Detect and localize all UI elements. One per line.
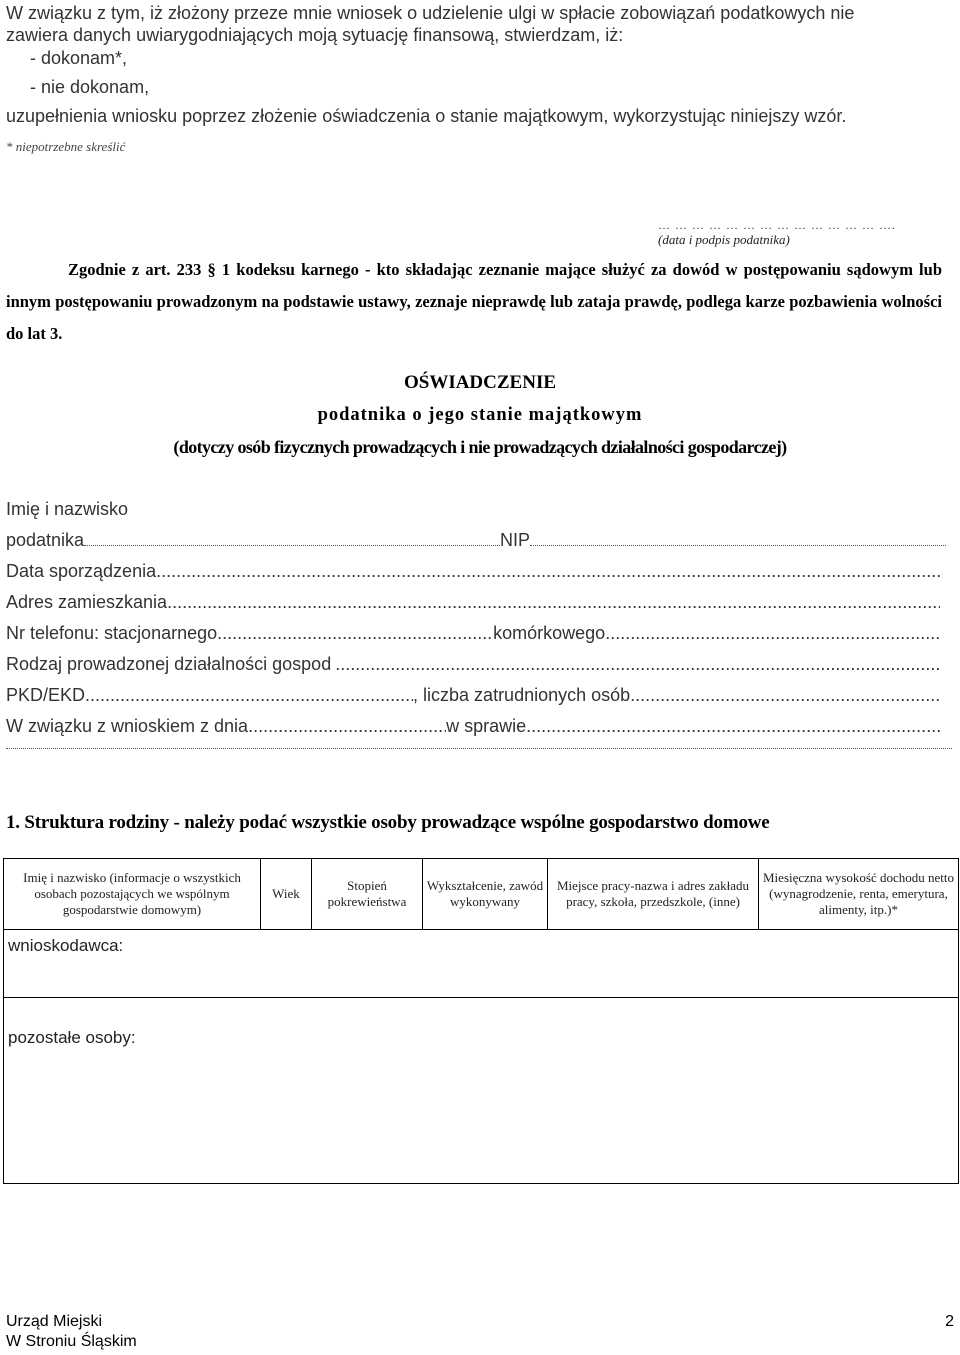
pkd-field[interactable] xyxy=(85,685,413,706)
request-date-label: W związku z wnioskiem z dnia xyxy=(6,716,249,736)
date-label: Data sporządzenia xyxy=(6,561,157,581)
matter-label: w sprawie xyxy=(446,716,527,736)
header-workplace: Miejsce pracy-nazwa i adres zakładu pracy, szkoła, przedszkole, (inne) xyxy=(548,859,759,930)
date-field[interactable] xyxy=(156,561,940,582)
mobile-label: komórkowego xyxy=(493,623,606,643)
name-field[interactable] xyxy=(84,530,500,546)
row-label-others[interactable]: pozostałe osoby: xyxy=(4,998,959,1184)
intro-line-3: uzupełnienia wniosku poprzez złożenie oświadczenia o stanie majątkowym, wykorzystując niniejszy wzór. xyxy=(6,106,847,126)
landline-field[interactable] xyxy=(217,623,493,644)
matter-continuation-field[interactable] xyxy=(6,748,952,749)
row-label-applicant[interactable]: wnioskodawca: xyxy=(4,930,959,998)
header-name: Imię i nazwisko (informacje o wszystkich osobach pozostających we wspólnym gospodarstwie domowym) xyxy=(4,859,261,930)
signature-dots: … … … … … … … … … … … … … …. xyxy=(658,218,896,232)
request-line[interactable] xyxy=(6,716,940,737)
family-structure-table xyxy=(3,858,959,1184)
intro-line-2: zawiera danych uwiarygodniających moją sytuację finansową, stwierdzam, iż: xyxy=(6,25,624,45)
matter-field[interactable] xyxy=(526,716,940,737)
nip-field[interactable] xyxy=(530,530,946,546)
document-title: OŚWIADCZENIE xyxy=(403,372,557,393)
name-nip-line[interactable] xyxy=(6,530,946,551)
pkd-line[interactable] xyxy=(6,685,940,706)
address-label: Adres zamieszkania xyxy=(6,592,168,612)
address-field[interactable] xyxy=(167,592,940,613)
footnote-strike: * niepotrzebne skreślić xyxy=(6,139,126,154)
name-label xyxy=(6,499,940,520)
taxpayer-label: podatnika xyxy=(6,530,85,550)
business-label: Rodzaj prowadzonej działalności gospod xyxy=(6,654,332,674)
table-row xyxy=(4,930,959,998)
header-education: Wykształcenie, zawód wykonywany xyxy=(423,859,548,930)
office-line-1: Urząd Miejski xyxy=(6,1313,103,1330)
intro-line-1: W związku z tym, iż złożony przeze mnie wniosek o udzielenie ulgi w spłacie zobowiązań podatkowych nie xyxy=(6,3,855,23)
matter-continuation-line[interactable] xyxy=(6,748,952,754)
pkd-label: PKD/EKD xyxy=(6,685,86,705)
business-field[interactable] xyxy=(335,654,940,675)
phone-line[interactable] xyxy=(6,623,940,644)
header-income: Miesięczna wysokość dochodu netto (wynagrodzenie, renta, emerytura, alimenty, itp.)* xyxy=(759,859,959,930)
name-label-text: Imię i nazwisko xyxy=(6,499,129,519)
mobile-field[interactable] xyxy=(605,623,940,644)
legal-notice: Zgodnie z art. 233 § 1 kodeksu karnego - kto składając zeznanie mające służyć za dowód w postępowaniu sądowym lub innym postępowaniu prowadzonym na podstawie ustawy, zeznaje nieprawdę lub zataja prawdę, podlega karze pozbawienia wolności do lat 3. xyxy=(6,260,942,343)
header-age: Wiek xyxy=(261,859,312,930)
signature-caption: (data i podpis podatnika) xyxy=(658,232,790,247)
request-date-field[interactable] xyxy=(248,716,446,737)
document-scope: (dotyczy osób fizycznych prowadzących i nie prowadzących działalności gospodarczej) xyxy=(173,437,787,457)
header-relation: Stopień pokrewieństwa xyxy=(312,859,423,930)
table-row xyxy=(4,998,959,1184)
option-nie-dokonam: - nie dokonam, xyxy=(30,77,150,97)
page-number: 2 xyxy=(945,1313,954,1330)
employees-field[interactable] xyxy=(630,685,940,706)
business-line[interactable] xyxy=(6,654,940,675)
office-line-2: W Stroniu Śląskim xyxy=(6,1333,137,1350)
option-dokonam: - dokonam*, xyxy=(30,48,128,68)
phone-label: Nr telefonu: stacjonarnego xyxy=(6,623,218,643)
table-header-row xyxy=(4,859,959,930)
nip-label: NIP xyxy=(500,530,531,550)
date-line[interactable] xyxy=(6,561,940,582)
address-line[interactable] xyxy=(6,592,940,613)
office-name xyxy=(6,1312,137,1352)
document-subtitle: podatnika o jego stanie majątkowym xyxy=(317,405,643,425)
section-1-heading: 1. Struktura rodziny - należy podać wszystkie osoby prowadzące wspólne gospodarstwo domowe xyxy=(6,812,770,833)
employees-label: , liczba zatrudnionych osób xyxy=(413,685,631,705)
